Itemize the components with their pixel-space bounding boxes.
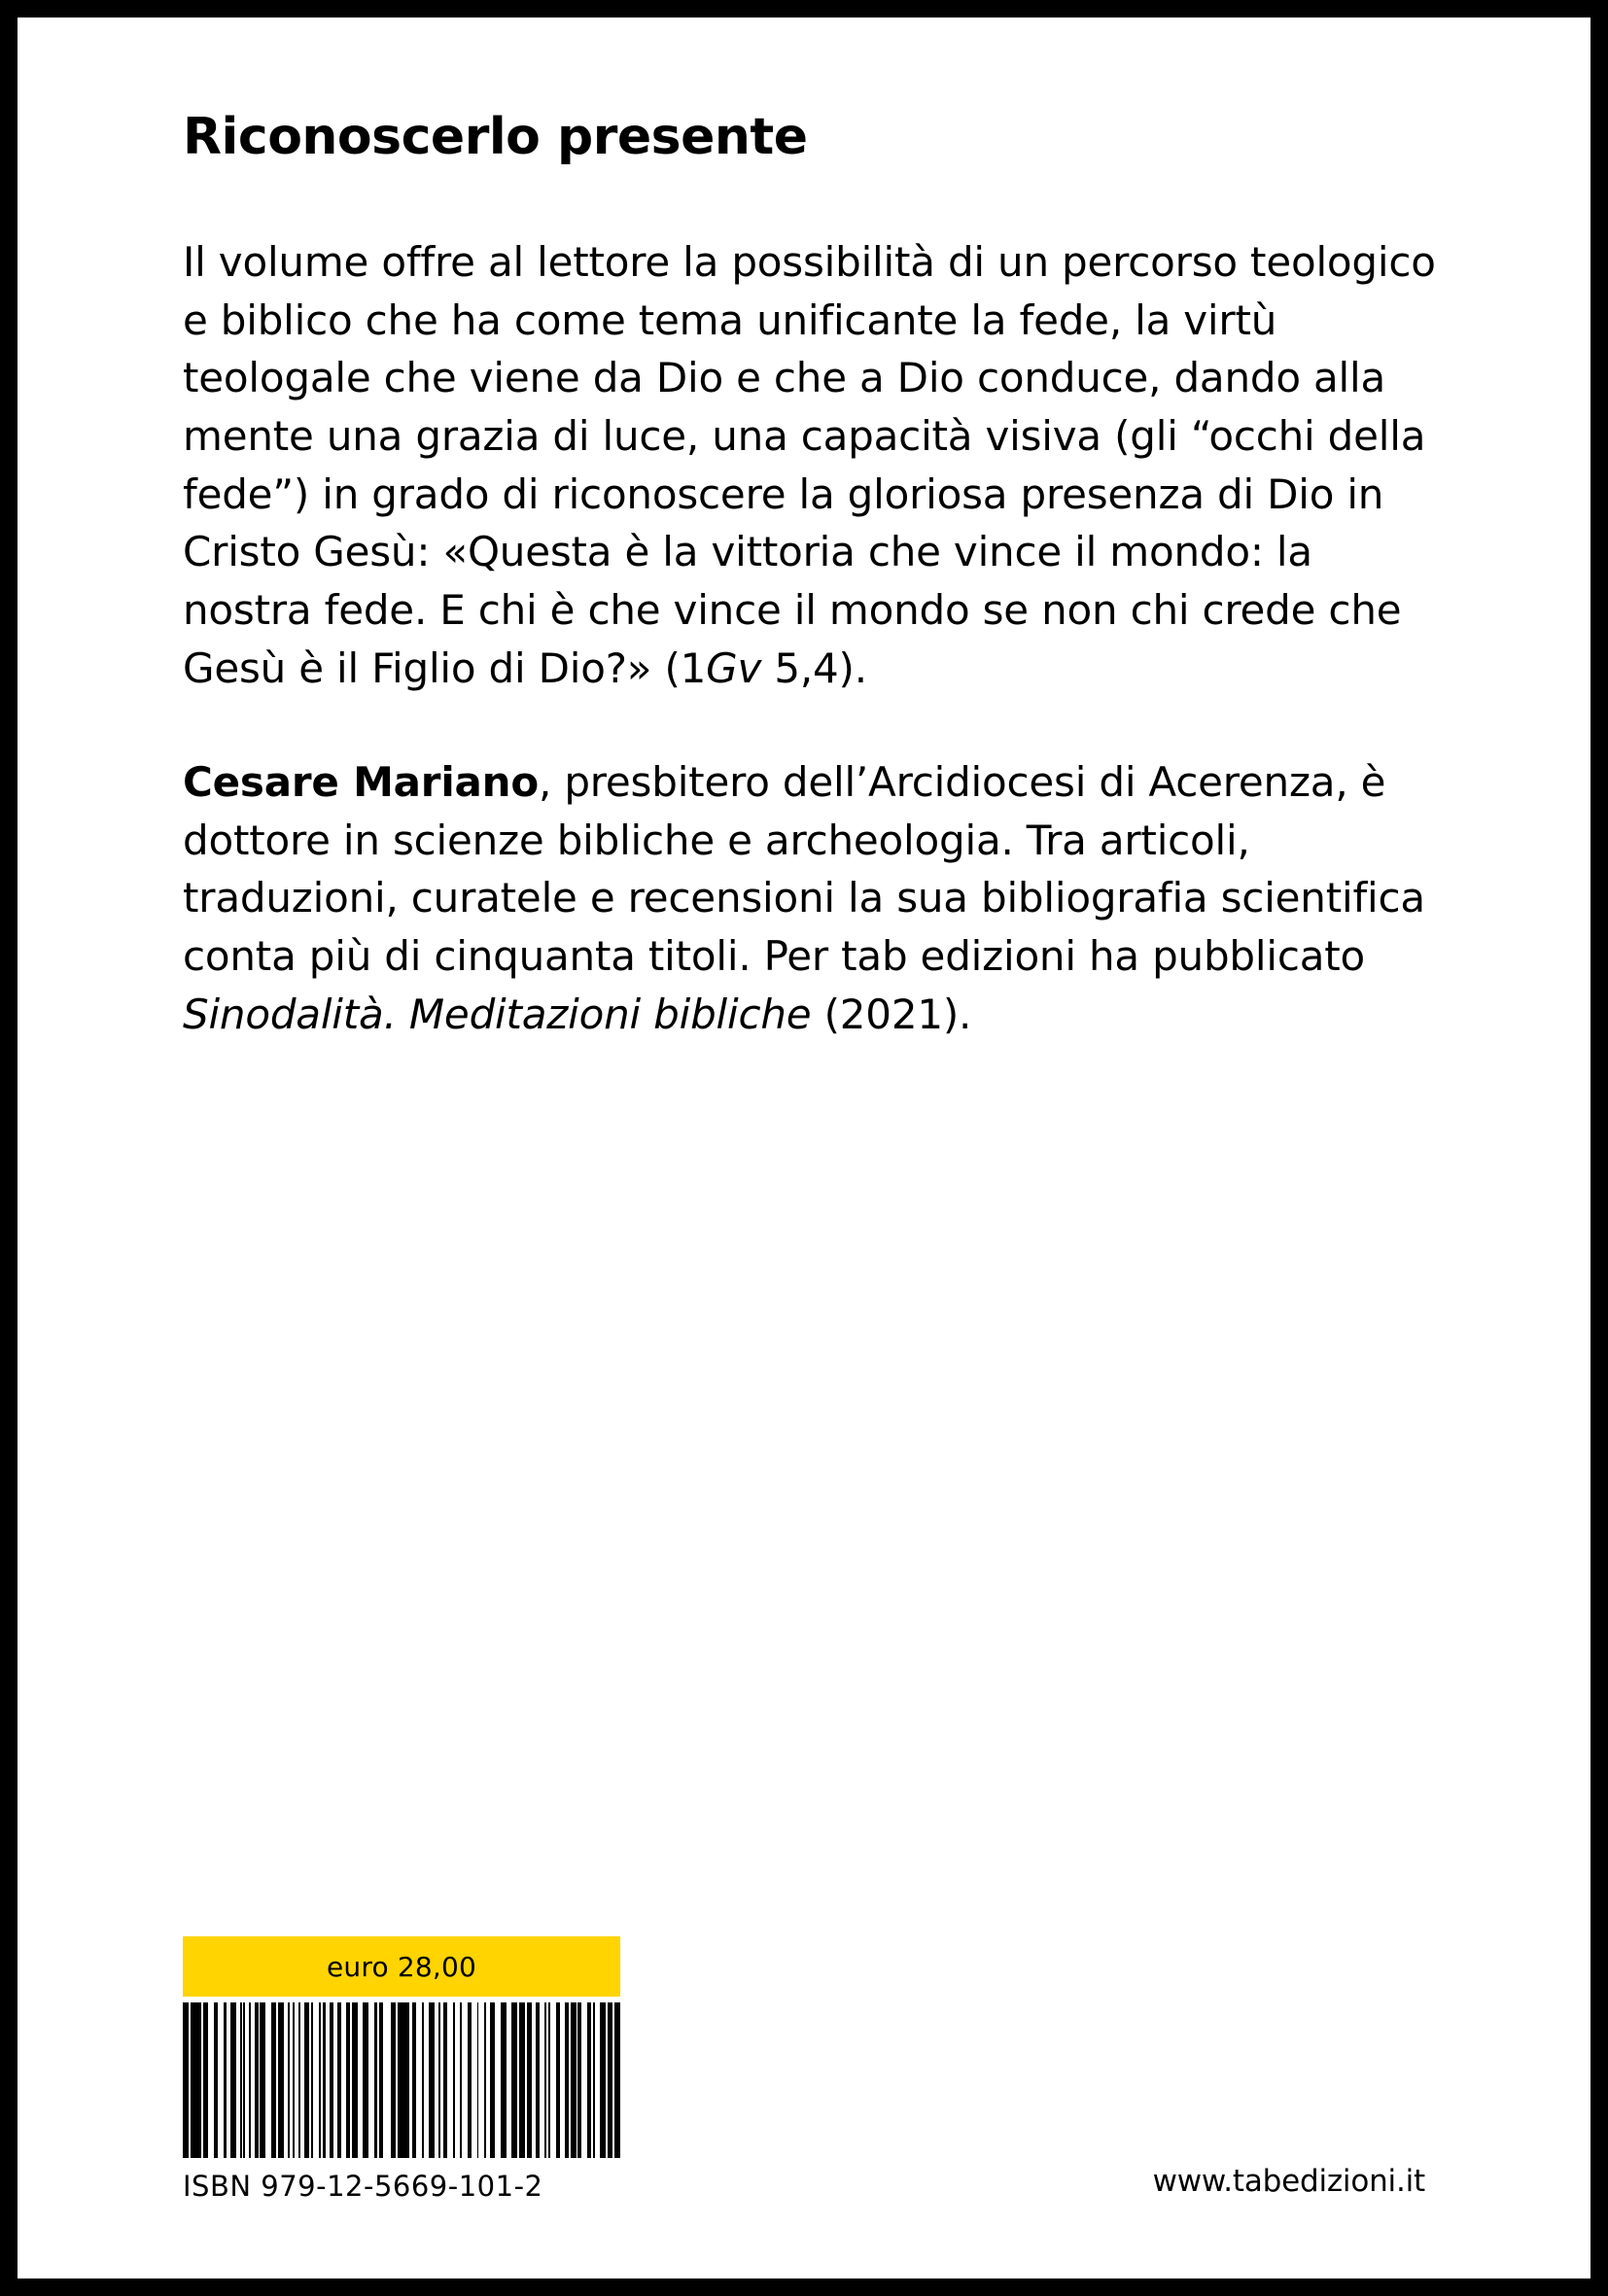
author-work-title: Sinodalità. Meditazioni bibliche [183,990,812,1038]
author-work-year: (2021). [811,990,972,1038]
isbn-label: ISBN 979-12-5669-101-2 [183,2170,543,2203]
text-content [183,110,1447,1043]
page-title: Riconoscerlo presente [183,108,808,166]
publisher-website: www.tabedizioni.it [1152,2164,1425,2199]
cover-page [17,17,1591,2279]
price-tag [183,1936,620,1997]
barcode-block [183,1936,620,2203]
author-name: Cesare Mariano [183,758,540,807]
author-bio-paragraph [183,753,1447,1043]
blurb-citation-italic: Gv [706,644,762,692]
blurb-paragraph [183,233,1447,697]
barcode-image [183,1997,620,2158]
author-bio-text: , presbitero dell’Arcidiocesi di Acerenza, è dottore in scienze bibliche e archeologia. Tra articoli, traduzioni, curatele e recensioni la sua bibliografia scientifica conta più di cinquanta titoli. Per tab edizioni ha pubblicato [183,758,1425,981]
blurb-citation-end: 5,4). [761,644,867,692]
price-label: euro 28,00 [326,1950,477,1983]
blurb-text: Il volume offre al lettore la possibilità di un percorso teologico e biblico che ha come tema unificante la fede, la virtù teologale che viene da Dio e che a Dio conduce, dando alla mente una grazia di luce, una capacità visiva (gli “occhi della fede”) in grado di riconoscere la gloriosa presenza di Dio in Cristo Gesù: «Questa è la vittoria che vince il mondo: la nostra fede. E chi è che vince il mondo se non chi crede che Gesù è il Figlio di Dio?» (1 [183,238,1436,692]
